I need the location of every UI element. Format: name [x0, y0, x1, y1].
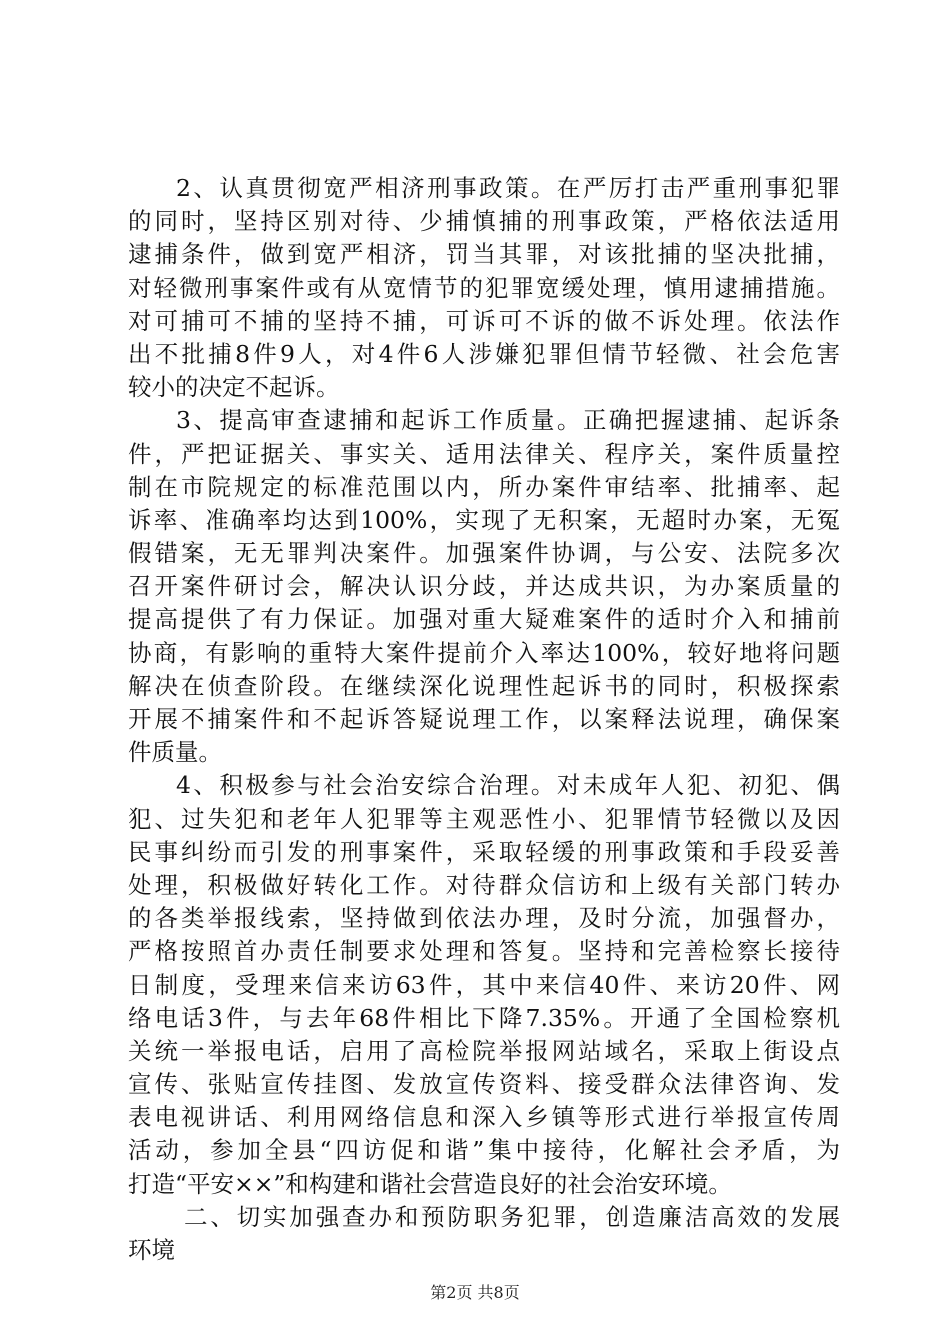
text-line: 处理，积极做好转化工作。对待群众信访和上级有关部门转办 [128, 870, 840, 899]
text-line: 逮捕条件，做到宽严相济，罚当其罪，对该批捕的坚决批捕， [128, 240, 840, 269]
text-line: 民事纠纷而引发的刑事案件，采取轻缓的刑事政策和手段妥善 [128, 837, 840, 866]
text-line: 制在市院规定的标准范围以内，所办案件审结率、批捕率、起 [128, 472, 840, 501]
text-line: 严格按照首办责任制要求处理和答复。坚持和完善检察长接待 [128, 937, 840, 966]
text-line: 宣传、张贴宣传挂图、发放宣传资料、接受群众法律咨询、发 [128, 1070, 840, 1099]
text-line: 的各类举报线索，坚持做到依法办理，及时分流，加强督办， [128, 904, 840, 933]
page-footer: 第2页 共8页 [430, 1283, 520, 1302]
document-body [128, 172, 840, 1267]
text-line: 件，严把证据关、事实关、适用法律关、程序关，案件质量控 [128, 439, 840, 468]
text-line: 的同时，坚持区别对待、少捕慎捕的刑事政策，严格依法适用 [128, 207, 840, 236]
section-heading: 二、切实加强查办和预防职务犯罪，创造廉洁高效的发展 [184, 1202, 840, 1231]
text-line: 关统一举报电话，启用了高检院举报网站域名，采取上街设点 [128, 1036, 840, 1065]
text-line: 2、认真贯彻宽严相济刑事政策。在严厉打击严重刑事犯罪 [176, 174, 840, 202]
text-line: 对可捕可不捕的坚持不捕，可诉可不诉的做不诉处理。依法作 [128, 306, 840, 335]
text-line: 开展不捕案件和不起诉答疑说理工作，以案释法说理，确保案 [128, 705, 840, 733]
text-line: 日制度，受理来信来访63件，其中来信40件、来访20件、网 [128, 970, 840, 999]
text-line: 出不批捕8件9人，对4件6人涉嫌犯罪但情节轻微、社会危害 [128, 339, 840, 368]
text-line: 提高提供了有力保证。加强对重大疑难案件的适时介入和捕前 [128, 605, 840, 634]
text-line: 召开案件研讨会，解决认识分歧，并达成共识，为办案质量的 [128, 572, 840, 601]
text-line: 诉率、准确率均达到100%，实现了无积案，无超时办案，无冤 [128, 505, 840, 534]
text-line: 假错案，无无罪判决案件。加强案件协调，与公安、法院多次 [128, 539, 840, 568]
text-line: 较小的决定不起诉。 [128, 373, 340, 402]
text-line: 对轻微刑事案件或有从宽情节的犯罪宽缓处理，慎用逮捕措施。 [128, 273, 840, 302]
text-line: 表电视讲话、利用网络信息和深入乡镇等形式进行举报宣传周 [128, 1103, 840, 1132]
text-line: 解决在侦查阶段。在继续深化说理性起诉书的同时，积极探索 [128, 671, 840, 700]
text-line: 络电话3件，与去年68件相比下降7.35%。开通了全国检察机 [128, 1003, 840, 1032]
text-line: 打造“平安××”和构建和谐社会营造良好的社会治安环境。 [128, 1169, 732, 1198]
text-line: 犯、过失犯和老年人犯罪等主观恶性小、犯罪情节轻微以及因 [128, 804, 840, 833]
text-line: 活动，参加全县“四访促和谐”集中接待，化解社会矛盾，为 [128, 1136, 840, 1165]
section-heading-continued: 环境 [128, 1236, 175, 1264]
text-line: 协商，有影响的重特大案件提前介入率达100%，较好地将问题 [128, 638, 840, 667]
text-line: 4、积极参与社会治安综合治理。对未成年人犯、初犯、偶 [176, 771, 840, 800]
text-line: 件质量。 [128, 738, 222, 767]
text-line: 3、提高审查逮捕和起诉工作质量。正确把握逮捕、起诉条 [176, 406, 840, 435]
